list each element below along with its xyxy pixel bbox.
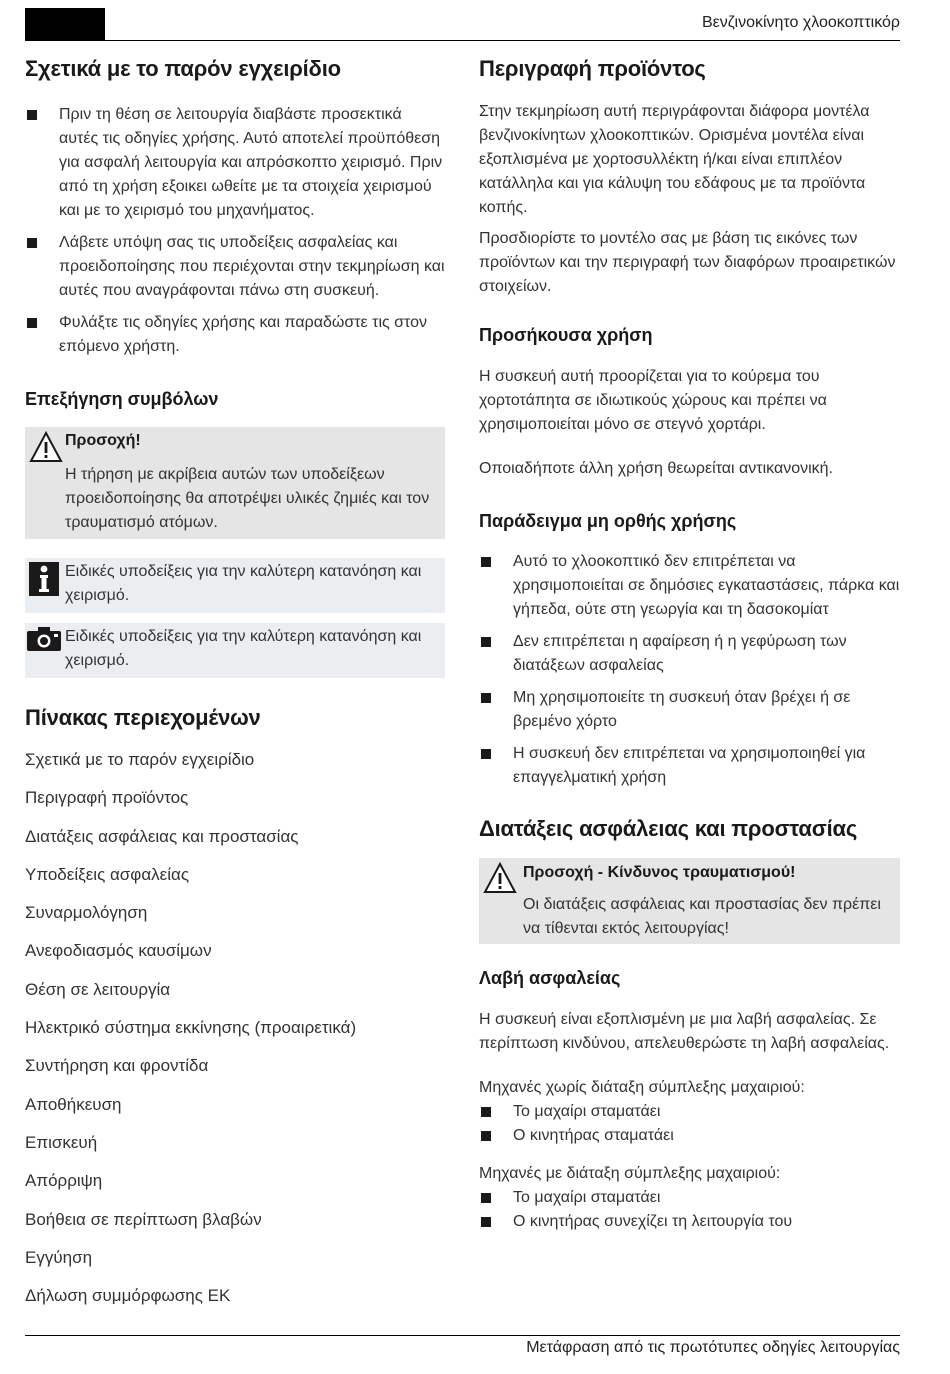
misuse-list [479, 550, 900, 790]
toc-title: Πίνακας περιεχομένων [25, 705, 261, 730]
list-item: Λάβετε υπόψη σας τις υποδείξεις ασφαλείας και προειδοποίησης που περιέχονται στην τεκμηρίωση και αυτές που αναγράφονται πάνω στη συσκευή. [25, 231, 445, 303]
header-title: Βενζινοκίνητο χλοοκοπτικόρ [701, 14, 900, 31]
list-item: Ο κινητήρας συνεχίζει τη λειτουργία του [479, 1210, 900, 1234]
warning-text: Η τήρηση με ακρίβεια αυτών των υποδείξεων προειδοποίησης θα αποτρέψει υλικές ζημιές και τον τραυματισμό ατόμων. [65, 466, 430, 531]
toc-item[interactable]: Επισκευή [25, 1132, 98, 1152]
without-clutch-label: Μηχανές χωρίς διάταξη σύμπλεξης μαχαιριού: [479, 1079, 805, 1096]
safety-title: Διατάξεις ασφάλειας και προστασίας [479, 816, 858, 841]
handle-title: Λαβή ασφαλείας [479, 968, 621, 988]
with-clutch-list [479, 1186, 900, 1234]
warning-triangle-icon [483, 862, 517, 899]
toc-item[interactable]: Βοήθεια σε περίπτωση βλαβών [25, 1209, 262, 1229]
about-title: Σχετικά με το παρόν εγχειρίδιο [25, 56, 341, 81]
toc-item[interactable]: Υποδείξεις ασφαλείας [25, 864, 190, 884]
toc-item[interactable]: Απόρριψη [25, 1171, 103, 1191]
toc-item[interactable]: Σχετικά με το παρόν εγχειρίδιο [25, 750, 255, 769]
toc-item[interactable]: Εγγύηση [25, 1247, 93, 1267]
warning-triangle-icon [29, 431, 63, 468]
list-item: Ο κινητήρας σταματάει [479, 1124, 900, 1148]
toc-item[interactable]: Ηλεκτρικό σύστημα εκκίνησης (προαιρετικά) [25, 1018, 357, 1038]
description-p2: Προσδιορίστε το μοντέλο σας με βάση τις εικόνες των προϊόντων και την περιγραφή των διαφόρων προαιρετικών στοιχείων. [479, 230, 896, 295]
without-clutch-list [479, 1100, 900, 1148]
camera-box [25, 623, 445, 678]
info-icon [29, 562, 59, 601]
toc-list [25, 748, 445, 1322]
warning-box [25, 427, 445, 539]
toc-item[interactable]: Αποθήκευση [25, 1094, 122, 1114]
proper-use-p1: Η συσκευή αυτή προορίζεται για το κούρεμα του χορτοτάπητα σε ιδιωτικούς χώρους και πρέπει να χρησιμοποιείται μόνο σε στεγνό χορτάρι. [479, 368, 827, 433]
with-clutch-label: Μηχανές με διάταξη σύμπλεξης μαχαιριού: [479, 1165, 781, 1182]
proper-use-title: Προσήκουσα χρήση [479, 325, 653, 345]
list-item: Το μαχαίρι σταματάει [479, 1186, 900, 1210]
toc-item[interactable]: Ανεφοδιασμός καυσίμων [25, 941, 212, 961]
list-item: Μη χρησιμοποιείτε τη συσκευή όταν βρέχει ή σε βρεμένο χόρτο [479, 686, 900, 734]
toc-item[interactable]: Συντήρηση και φροντίδα [25, 1056, 209, 1076]
symbols-title: Επεξήγηση συμβόλων [25, 389, 219, 409]
camera-text: Ειδικές υποδείξεις για την καλύτερη κατανόηση και χειρισμό. [65, 628, 422, 669]
proper-use-p2: Οποιαδήποτε άλλη χρήση θεωρείται αντικανονική. [479, 460, 833, 477]
footer-rule [25, 1335, 900, 1336]
right-column [479, 52, 900, 1234]
toc-item[interactable]: Διατάξεις ασφάλειας και προστασίας [25, 826, 299, 846]
toc-item[interactable]: Περιγραφή προϊόντος [25, 788, 189, 808]
safety-warning-heading: Προσοχή - Κίνδυνος τραυματισμού! [523, 864, 796, 881]
footer-text: Μετάφραση από τις πρωτότυπες οδηγίες λειτουργίας [526, 1339, 900, 1356]
list-item: Αυτό το χλοοκοπτικό δεν επιτρέπεται να χρησιμοποιείται σε δημόσιες εγκαταστάσεις, πάρκα και γήπεδα, ούτε στη γεωργία και τη δασοκομίατ [479, 550, 900, 622]
info-box [25, 558, 445, 613]
toc-item[interactable]: Συναρμολόγηση [25, 903, 148, 923]
about-list [25, 103, 445, 359]
info-text: Ειδικές υποδείξεις για την καλύτερη κατανόηση και χειρισμό. [65, 563, 422, 604]
list-item: Η συσκευή δεν επιτρέπεται να χρησιμοποιηθεί για επαγγελματική χρήση [479, 742, 900, 790]
toc-item[interactable]: Δήλωση συμμόρφωσης ΕΚ [25, 1286, 231, 1306]
left-column [25, 52, 445, 1322]
list-item: Το μαχαίρι σταματάει [479, 1100, 900, 1124]
safety-warning-box [479, 858, 900, 944]
safety-warning-text: Οι διατάξεις ασφάλειας και προστασίας δεν πρέπει να τίθενται εκτός λειτουργίας! [523, 896, 881, 937]
header-rule [25, 40, 900, 41]
warning-heading: Προσοχή! [65, 432, 141, 449]
camera-icon [27, 627, 61, 656]
list-item: Δεν επιτρέπεται η αφαίρεση ή η γεφύρωση των διατάξεων ασφαλείας [479, 630, 900, 678]
handle-p1: Η συσκευή είναι εξοπλισμένη με μια λαβή ασφαλείας. Σε περίπτωση κινδύνου, απελευθερώστε τη λαβή ασφαλείας. [479, 1011, 890, 1052]
list-item: Φυλάξτε τις οδηγίες χρήσης και παραδώστε τις στον επόμενο χρήστη. [25, 311, 445, 359]
description-p1: Στην τεκμηρίωση αυτή περιγράφονται διάφορα μοντέλα βενζινοκίνητων χλοοκοπτικών. Ορισμένα μοντέλα είναι εξοπλισμένα με χορτοσυλλέκτη ή/και είναι επιπλέον κατάλληλα και για κάλυψη του εδάφους με τα προϊόντα κοπής. [479, 103, 870, 216]
description-title: Περιγραφή προϊόντος [479, 56, 706, 81]
header-black-block [25, 8, 105, 40]
toc-item[interactable]: Θέση σε λειτουργία [25, 979, 171, 999]
list-item: Πριν τη θέση σε λειτουργία διαβάστε προσεκτικά αυτές τις οδηγίες χρήσης. Αυτό αποτελεί προϋπόθεση για ασφαλή λειτουργία και απρόσκοπτο χειρισμό. Πριν από τη χρήση εξοικει ωθείτε με τα στοιχεία χειρισμού και με το χειρισμό του μηχανήματος. [25, 103, 445, 223]
misuse-title: Παράδειγμα μη ορθής χρήσης [479, 511, 737, 531]
